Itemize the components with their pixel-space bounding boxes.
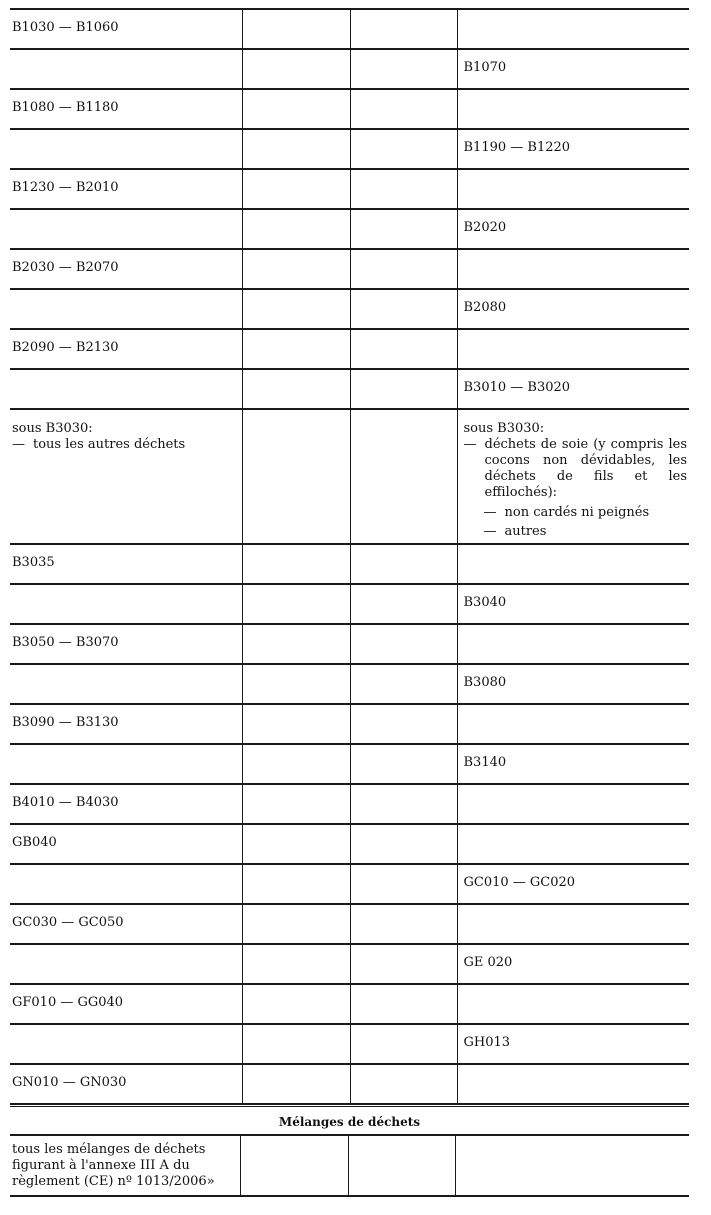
table-cell	[10, 864, 242, 904]
table-cell	[457, 1024, 689, 1064]
table-cell	[242, 89, 350, 129]
table-cell	[350, 289, 457, 329]
table-cell	[10, 584, 242, 624]
waste-code-right: B3140	[463, 755, 507, 770]
waste-code-left: B2090 — B2130	[12, 340, 119, 355]
b3030-left-heading: sous B3030:	[12, 421, 93, 436]
table-cell	[350, 664, 457, 704]
waste-code-right: GH013	[463, 1035, 511, 1050]
table-cell	[10, 704, 242, 744]
waste-code-right: B2020	[463, 220, 507, 235]
table-cell	[457, 249, 689, 289]
b3030-left-item	[12, 437, 242, 453]
waste-code-left	[10, 370, 242, 380]
table-cell	[350, 9, 457, 49]
table-cell	[457, 664, 689, 704]
waste-code-right: B1070	[463, 60, 507, 75]
subitem-text: autres	[504, 524, 547, 539]
table-cell	[350, 89, 457, 129]
table-cell	[242, 209, 350, 249]
table-cell	[350, 984, 457, 1024]
cell-b3030-right	[457, 409, 689, 544]
table-cell	[242, 704, 350, 744]
waste-code-right	[458, 170, 690, 180]
dash-glyph: —	[12, 437, 25, 452]
table-cell	[10, 664, 242, 704]
waste-code-right: B3010 — B3020	[463, 380, 571, 395]
table-cell	[10, 249, 242, 289]
table-cell	[242, 984, 350, 1024]
table-cell	[242, 169, 350, 209]
table-cell	[350, 784, 457, 824]
waste-code-left	[10, 745, 242, 755]
table-cell	[10, 544, 242, 584]
table-cell	[350, 1024, 457, 1064]
waste-code-left: B1030 — B1060	[12, 20, 119, 35]
table-cell	[10, 129, 242, 169]
table-row	[10, 624, 689, 664]
table-cell	[242, 624, 350, 664]
table-row	[10, 784, 689, 824]
table-row	[10, 664, 689, 704]
cell-b3030-col2	[242, 409, 350, 544]
table-cell	[10, 904, 242, 944]
table-cell	[457, 9, 689, 49]
table-cell	[350, 369, 457, 409]
table-cell	[457, 824, 689, 864]
table-body-bottom	[10, 544, 689, 1104]
melanges-text: tous les mélanges de déchets figurant à l'annexe III A du règlement (CE) nº 1013/2006»	[12, 1142, 215, 1189]
table-cell	[350, 169, 457, 209]
waste-code-right	[458, 1065, 690, 1075]
table-row	[10, 49, 689, 89]
table-cell	[242, 664, 350, 704]
table-row	[10, 584, 689, 624]
cell-b3030-col3	[350, 409, 457, 544]
cell-melanges-text	[10, 1136, 240, 1196]
table-row	[10, 1024, 689, 1064]
table-cell	[242, 584, 350, 624]
waste-code-left	[10, 130, 242, 140]
table-row	[10, 864, 689, 904]
table-body-top	[10, 9, 689, 409]
table-cell	[10, 744, 242, 784]
table-cell	[457, 584, 689, 624]
b3030-subitems	[464, 505, 688, 540]
table-cell	[350, 329, 457, 369]
table-cell	[10, 1024, 242, 1064]
waste-code-right: B1190 — B1220	[463, 140, 571, 155]
table-cell	[242, 369, 350, 409]
table-cell	[350, 544, 457, 584]
table-cell	[457, 289, 689, 329]
table-row	[10, 129, 689, 169]
table-cell	[242, 744, 350, 784]
waste-code-right	[458, 250, 690, 260]
waste-codes-table	[10, 8, 689, 1105]
table-body-b3030	[10, 409, 689, 544]
table-cell	[242, 1064, 350, 1104]
waste-code-right	[458, 330, 690, 340]
table-cell	[457, 169, 689, 209]
waste-code-right: B3040	[463, 595, 507, 610]
table-cell	[10, 984, 242, 1024]
table-row	[10, 984, 689, 1024]
melanges-heading: Mélanges de déchets	[10, 1106, 689, 1136]
waste-code-left	[10, 210, 242, 220]
table-cell	[10, 9, 242, 49]
table-cell	[10, 169, 242, 209]
table-cell	[242, 249, 350, 289]
table-cell	[457, 209, 689, 249]
table-cell	[350, 864, 457, 904]
waste-code-right	[458, 785, 690, 795]
waste-code-right	[458, 545, 690, 555]
table-cell	[457, 984, 689, 1024]
table-cell	[457, 544, 689, 584]
table-cell	[457, 624, 689, 664]
list-item	[484, 524, 688, 540]
table-row	[10, 544, 689, 584]
waste-code-right: GC010 — GC020	[463, 875, 576, 890]
table-cell	[457, 784, 689, 824]
waste-code-left	[10, 50, 242, 60]
table-row	[10, 89, 689, 129]
waste-code-left	[10, 665, 242, 675]
table-cell	[10, 289, 242, 329]
table-cell	[242, 49, 350, 89]
table-row-b3030	[10, 409, 689, 544]
table-cell	[10, 209, 242, 249]
table-row	[10, 704, 689, 744]
table-cell	[242, 9, 350, 49]
waste-code-left: GC030 — GC050	[12, 915, 124, 930]
table-row	[10, 169, 689, 209]
table-row	[10, 329, 689, 369]
table-row	[10, 289, 689, 329]
section-divider	[10, 1103, 689, 1104]
waste-code-left: B3050 — B3070	[12, 635, 119, 650]
b3030-left-item-text: tous les autres déchets	[33, 437, 186, 452]
table-cell	[10, 624, 242, 664]
waste-code-left: GB040	[12, 835, 57, 850]
table-cell	[350, 129, 457, 169]
table-cell	[457, 49, 689, 89]
table-cell	[10, 49, 242, 89]
waste-code-right: B3080	[463, 675, 507, 690]
table-cell	[10, 944, 242, 984]
table-row	[10, 9, 689, 49]
list-item	[484, 505, 688, 521]
table-cell	[242, 864, 350, 904]
waste-code-right	[458, 90, 690, 100]
table-cell	[10, 824, 242, 864]
table-cell	[10, 369, 242, 409]
table-cell	[242, 944, 350, 984]
table-cell	[10, 1064, 242, 1104]
table-row-melanges	[10, 1136, 689, 1196]
waste-code-right	[458, 905, 690, 915]
table-cell	[10, 329, 242, 369]
table-cell	[242, 329, 350, 369]
cell-b3030-left	[10, 409, 242, 544]
waste-code-left: B3035	[12, 555, 55, 570]
table-cell	[457, 744, 689, 784]
table-row	[10, 249, 689, 289]
table-cell	[350, 904, 457, 944]
cell-melanges-col4	[455, 1136, 689, 1196]
table-cell	[350, 1064, 457, 1104]
waste-code-right: GE 020	[463, 955, 513, 970]
table-cell	[350, 824, 457, 864]
table-cell	[457, 704, 689, 744]
melanges-table	[10, 1136, 689, 1197]
table-cell	[350, 944, 457, 984]
table-cell	[242, 129, 350, 169]
table-cell	[350, 584, 457, 624]
table-row	[10, 369, 689, 409]
table-cell	[457, 1064, 689, 1104]
waste-code-left: B1080 — B1180	[12, 100, 119, 115]
table-cell	[457, 329, 689, 369]
waste-code-right	[458, 705, 690, 715]
waste-code-left: B1230 — B2010	[12, 180, 119, 195]
table-cell	[350, 209, 457, 249]
table-cell	[242, 824, 350, 864]
waste-code-right	[458, 625, 690, 635]
table-row	[10, 904, 689, 944]
table-row	[10, 1064, 689, 1104]
table-cell	[242, 1024, 350, 1064]
b3030-right-item	[464, 437, 688, 501]
table-cell	[242, 784, 350, 824]
dash-glyph: —	[463, 437, 477, 452]
b3030-right-heading: sous B3030:	[463, 421, 545, 436]
table-cell	[350, 704, 457, 744]
table-cell	[242, 904, 350, 944]
table-cell	[350, 249, 457, 289]
table-cell	[457, 864, 689, 904]
waste-code-left: B4010 — B4030	[12, 795, 119, 810]
dash-glyph: —	[483, 524, 497, 539]
table-cell	[457, 129, 689, 169]
waste-code-left: B3090 — B3130	[12, 715, 119, 730]
cell-melanges-col3	[348, 1136, 455, 1196]
waste-code-left	[10, 290, 242, 300]
table-cell	[242, 544, 350, 584]
table-row	[10, 944, 689, 984]
b3030-right-item-text: déchets de soie (y compris les cocons non dévidables, les déchets de fils et les effilochés):	[484, 437, 687, 500]
waste-code-left	[10, 1025, 242, 1035]
table-cell	[457, 944, 689, 984]
table-cell	[457, 904, 689, 944]
waste-code-left: GN010 — GN030	[12, 1075, 127, 1090]
dash-glyph: —	[483, 505, 497, 520]
table-cell	[10, 784, 242, 824]
waste-code-left: GF010 — GG040	[12, 995, 124, 1010]
table-row	[10, 209, 689, 249]
table-cell	[242, 289, 350, 329]
table-cell	[457, 89, 689, 129]
table-row	[10, 744, 689, 784]
waste-code-left	[10, 945, 242, 955]
waste-code-left: B2030 — B2070	[12, 260, 119, 275]
waste-code-right: B2080	[463, 300, 507, 315]
waste-code-right	[458, 985, 690, 995]
table-row	[10, 824, 689, 864]
subitem-text: non cardés ni peignés	[504, 505, 650, 520]
waste-code-right	[458, 10, 690, 20]
cell-melanges-col2	[240, 1136, 348, 1196]
waste-code-left	[10, 865, 242, 875]
waste-code-left	[10, 585, 242, 595]
table-cell	[350, 624, 457, 664]
table-cell	[350, 49, 457, 89]
waste-code-right	[458, 825, 690, 835]
table-cell	[350, 744, 457, 784]
table-cell	[457, 369, 689, 409]
table-cell	[10, 89, 242, 129]
